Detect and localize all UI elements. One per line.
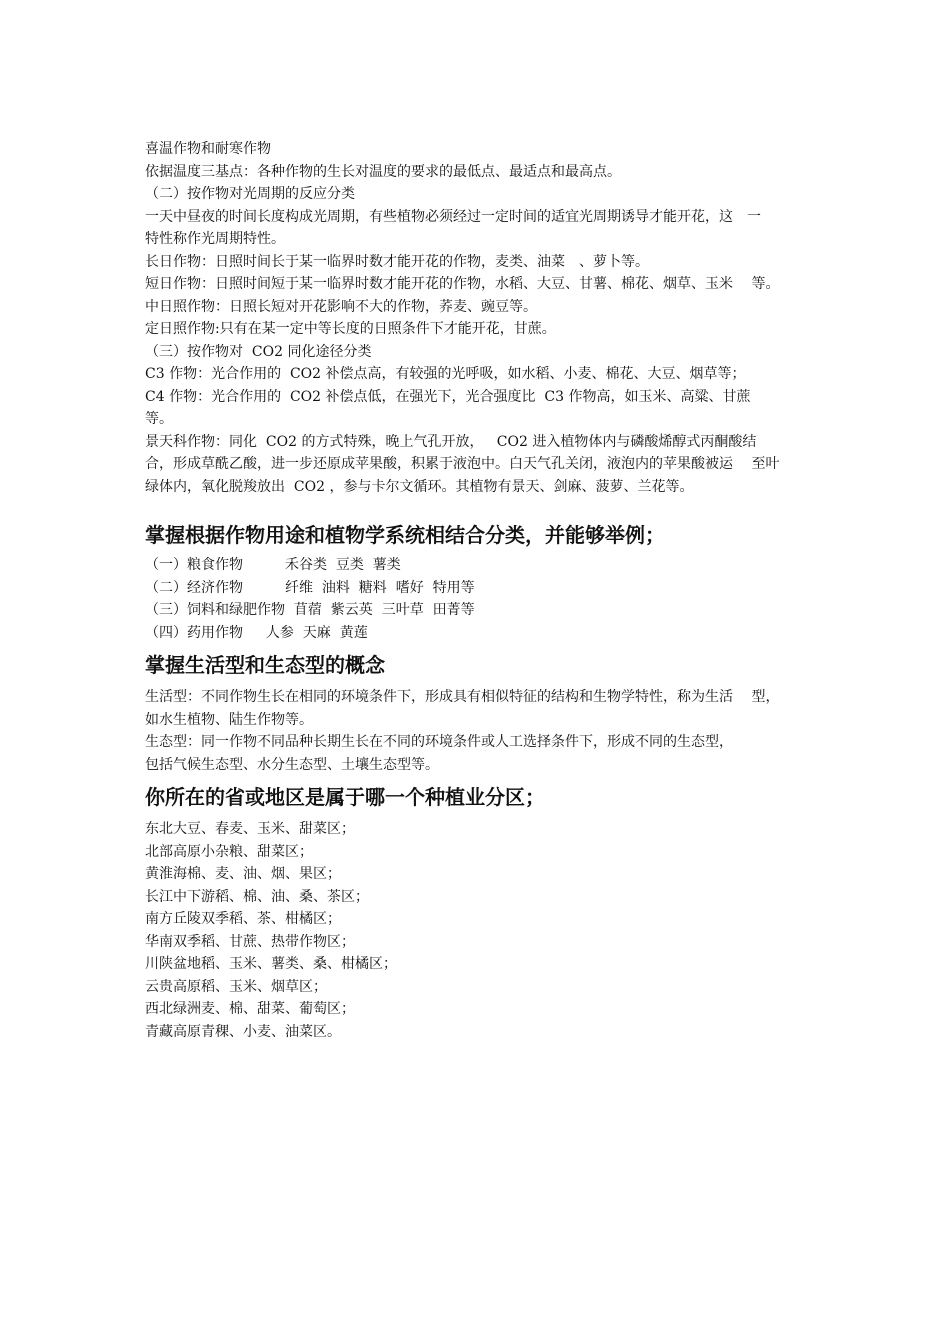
text-line: 包括气候生态型、水分生态型、土壤生态型等。 — [145, 756, 439, 773]
text-line: C3 作物：光合作用的 CO2 补偿点高，有较强的光呼吸，如水稻、小麦、棉花、大豆、烟草等； — [145, 366, 746, 382]
section-heading: 掌握根据作物用途和植物学系统相结合分类，并能够举例； — [145, 523, 665, 547]
list-item: 长江中下游稻、棉、油、桑、茶区； — [145, 888, 369, 905]
list-item: 华南双季稻、甘蔗、热带作物区； — [145, 933, 355, 950]
text-line: C4 作物：光合作用的 CO2 补偿点低，在强光下，光合强度比 C3 作物高，如玉米、高粱、甘蔗 — [145, 388, 751, 405]
text-line: 喜温作物和耐寒作物 — [145, 141, 271, 157]
text-line: 如水生植物、陆生作物等。 — [145, 711, 313, 728]
text-line: 景天科作物：同化 CO2 的方式特殊，晚上气孔开放， CO2 进入植物体内与磷酸烯醇式丙酮酸结 — [145, 433, 757, 450]
list-item: 川陕盆地稻、玉米、薯类、桑、柑橘区； — [145, 956, 397, 972]
list-item: （一）粮食作物 禾谷类 豆类 薯类 — [145, 557, 401, 573]
text-line: 生态型：同一作物不同品种长期生长在不同的环境条件或人工选择条件下，形成不同的生态型， — [145, 734, 733, 750]
text-line: 合，形成草酰乙酸，进一步还原成苹果酸，积累于液泡中。白天气孔关闭，液泡内的苹果酸被运 至叶 — [145, 456, 780, 472]
list-item: （四）药用作物 人参 天麻 黄莲 — [145, 624, 368, 641]
document-page — [145, 138, 817, 1043]
text-line: 特性称作光周期特性。 — [145, 231, 285, 247]
list-item: 云贵高原稻、玉米、烟草区； — [145, 978, 327, 995]
text-line: 中日照作物：日照长短对开花影响不大的作物，荞麦、豌豆等。 — [145, 298, 537, 315]
section-planting-zones — [145, 782, 817, 1043]
list-item: 青藏高原青稞、小麦、油菜区。 — [145, 1023, 341, 1040]
text-line: 生活型：不同作物生长在相同的环境条件下，形成具有相似特征的结构和生物学特性，称为生活 型， — [145, 689, 780, 705]
list-item: （二）经济作物 纤维 油料 糖料 嗜好 特用等 — [145, 579, 475, 596]
section-heading: 掌握生活型和生态型的概念 — [145, 653, 385, 677]
section-life-form — [145, 650, 817, 776]
text-line: 绿体内，氧化脱羧放出 CO2 ，参与卡尔文循环。其植物有景天、剑麻、菠萝、兰花等。 — [145, 478, 694, 495]
list-item: 北部高原小杂粮、甜菜区； — [145, 843, 313, 860]
section-crop-classification — [145, 138, 817, 498]
text-line: 依据温度三基点：各种作物的生长对温度的要求的最低点、最适点和最高点。 — [145, 163, 621, 180]
text-line: 长日作物：日照时间长于某一临界时数才能开花的作物，麦类、油菜 、萝卜等。 — [145, 253, 649, 270]
text-line: 一天中昼夜的时间长度构成光周期，有些植物必须经过一定时间的适宜光周期诱导才能开花，这 一 — [145, 208, 761, 225]
text-line: 等。 — [145, 411, 173, 427]
text-line: 定日照作物:只有在某一定中等长度的日照条件下才能开花，甘蔗。 — [145, 321, 556, 337]
section-use-classification — [145, 520, 817, 644]
list-item: （三）饲料和绿肥作物 苜蓿 紫云英 三叶草 田菁等 — [145, 602, 475, 618]
list-item: 黄淮海棉、麦、油、烟、果区； — [145, 866, 341, 882]
text-line: （二）按作物对光周期的反应分类 — [145, 186, 355, 202]
section-heading: 你所在的省或地区是属于哪一个种植业分区； — [145, 785, 545, 809]
text-line: （三）按作物对 CO2 同化途径分类 — [145, 343, 372, 360]
text-line: 短日作物：日照时间短于某一临界时数才能开花的作物，水稻、大豆、甘薯、棉花、烟草、玉米 等。 — [145, 276, 780, 292]
list-item: 南方丘陵双季稻、茶、柑橘区； — [145, 911, 341, 927]
list-item: 东北大豆、春麦、玉米、甜菜区； — [145, 821, 355, 837]
list-item: 西北绿洲麦、棉、甜菜、葡萄区； — [145, 1001, 355, 1017]
